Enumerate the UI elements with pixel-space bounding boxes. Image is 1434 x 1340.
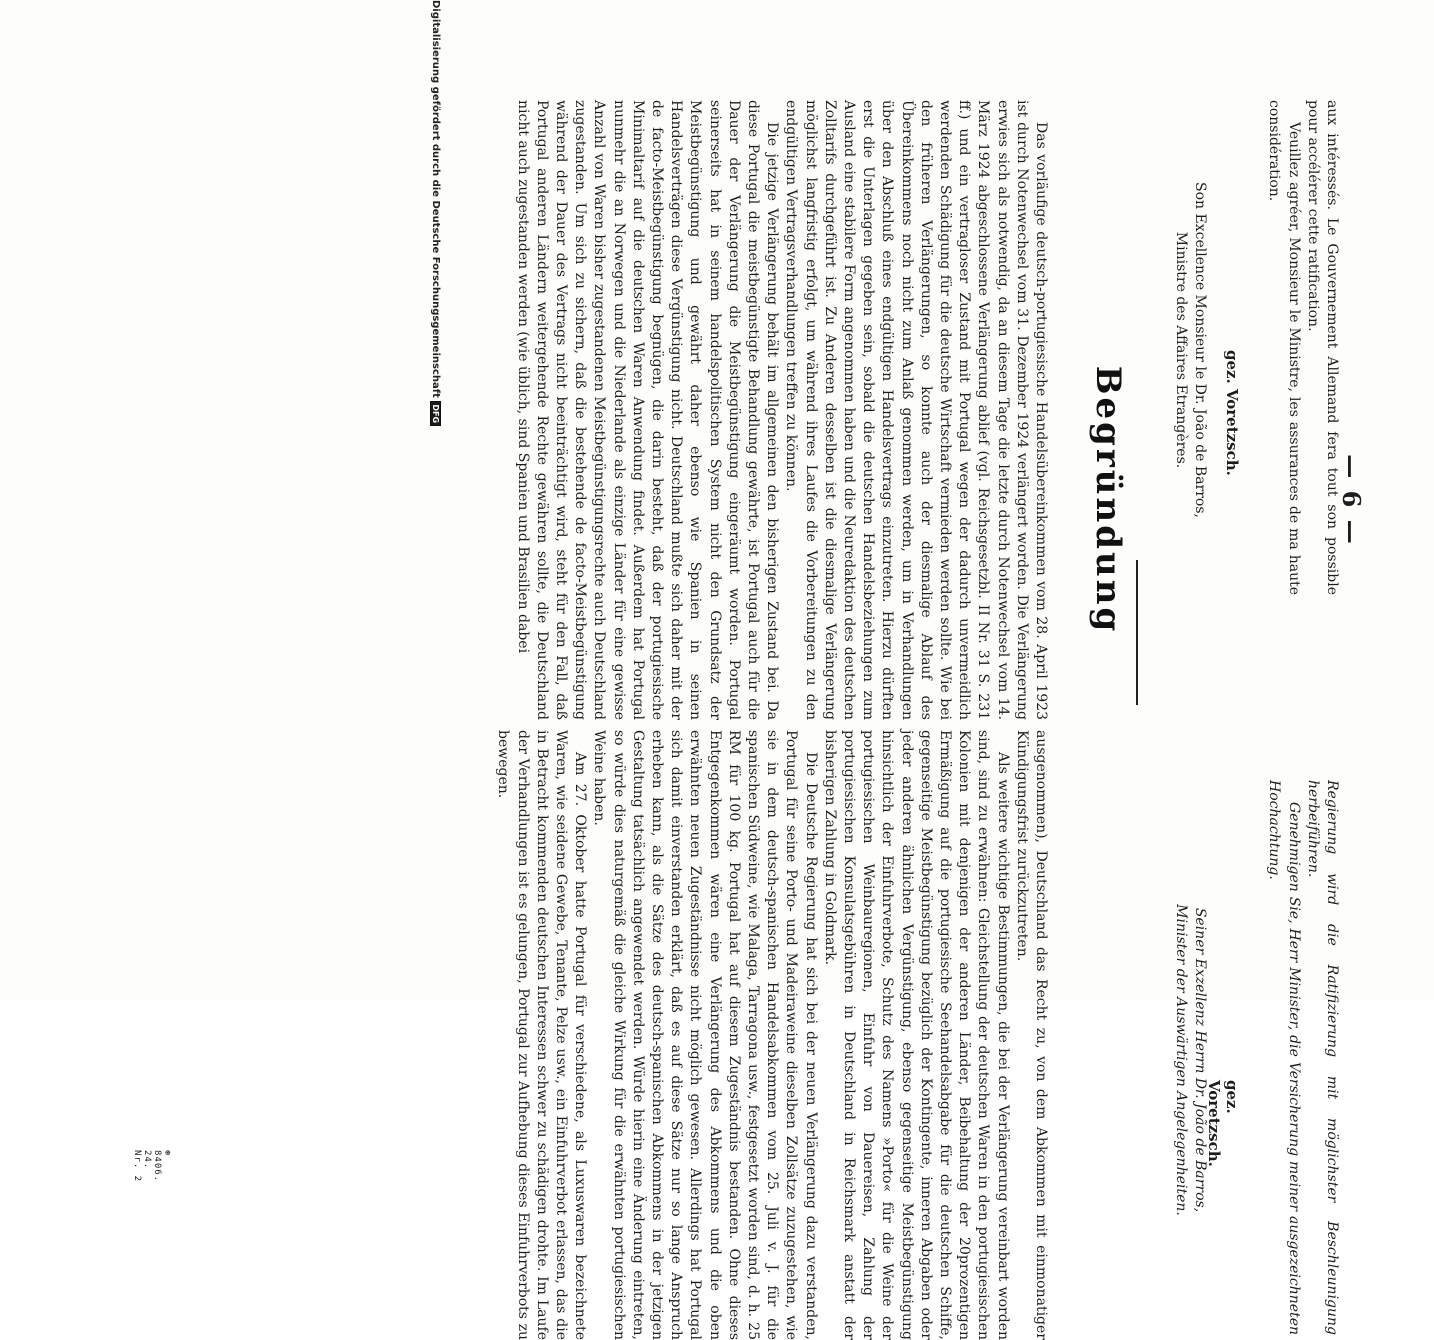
addressee-line: Minister der Auswärtigen Angelegenheiten.: [1173, 904, 1189, 1216]
print-mark-text: 8406. 24. Nr. 2: [132, 1150, 162, 1183]
letter-german-text: [1264, 780, 1341, 1335]
digitization-note: [427, 0, 441, 1000]
addressee-line: Son Excellence Monsieur le Dr. João de Barros,: [1192, 182, 1208, 518]
body-paragraph: Als weitere wichtige Bestimmungen, die bei der Verlängerung vereinbart worden sind, sind zu erwähnen: Gleichstellung der deutschen Waren in den portugiesischen Kolonien mit denjenigen der anderen Länder, Beibehaltung der 20prozentigen Ermäßigung auf die portugiesische Seehandelsabgabe für die deutschen Schiffe, gegenseitige Meistbegünstigung bezüglich der Kontingente, inneren Abgaben oder jeder anderen ähnlichen Vergünstigung, ebenso gegenseitige Meistbegünstigung hinsichtlich der Einfuhrverbote, Schutz des Namens »Porto« für die Weine der portugiesischen Weinbauregionen, Einfuhr von Dauereisen, Zahlung der portugiesischen Konsulatsgebühren in Deutschland in Reichsmark anstatt der bisherigen Zahlung in Goldmark.: [821, 730, 1011, 1340]
letter-french-text: [1264, 100, 1341, 595]
body-paragraph: Die jetzige Verlängerung behält im allgemeinen den bisherigen Zustand bei. Da diese Portugal die meistbegünstigte Behandlung gewährte, ist Portugal auch für die Dauer der Verlängerung die Meistbegünstigung eingeräumt worden. Portugal seinerseits hat in seinem handelspolitischen System nicht den Grundsatz der Meistbegünstigung und gewährt daher ebenso wie Spanien in seinen Handelsverträgen diese Vergünstigung nicht. Deutschland mußte sich daher mit der de facto-Meistbegünstigung begnügen, die darin besteht, daß der portugiesische Minimaltarif auf die deutschen Waren Anwendung findet. Außerdem hat Portugal nunmehr die an Norwegen und die Niederlande als einzige Länder für eine gewisse Anzahl von Waren bisher zugestandenen Meistbegünstigungsrechte auch Deutschland zugestanden. Um sich zu sichern, daß die bestehende de facto-Meistbegünstigung während der Dauer des Vertrags nicht beeinträchtigt wird, steht für den Fall, daß Portugal anderen Ländern weitergehende Rechte gewähren sollte, die Deutschland nicht auch zugestanden werden (wie üblich, sind Spanien und Brasilien dabei: [514, 100, 781, 720]
body-paragraph: ausgenommen), Deutschland das Recht zu, von dem Abkommen mit einmonatiger Kündigungsfrist zurückzutreten.: [1013, 730, 1049, 1340]
addressee-french: [1171, 105, 1209, 595]
print-mark: [132, 1150, 172, 1182]
print-mark-icon: ⊛: [162, 1150, 172, 1157]
body-paragraph: Am 27. Oktober hatte Portugal für verschiedene, als Luxuswaren bezeichnete Waren, wie seidene Gewebe, Tenante, Pelze usw., ein Einfuhrverbot erlassen, das die in Betracht kommenden deutschen Interessen schwer zu schädigen drohte. Im Laufe der Verhandlungen ist es gelungen, Portugal zur Aufhebung dieses Einfuhrverbots zu bewegen.: [495, 730, 589, 1340]
section-divider: [1136, 560, 1138, 705]
page-number: — 6 —: [1337, 454, 1366, 546]
signature-french: gez. Voretzsch.: [1223, 350, 1241, 476]
dfg-logo: DFG: [430, 401, 441, 426]
dfg-note-text: Digitalisierung gefördert durch die Deutsche Forschungsgemeinschaft: [430, 0, 441, 398]
section-heading: Begründung: [1088, 365, 1128, 635]
letter-german-paragraph: Regierung wird die Ratifizierung mit möglichster Beschleunigung herbeiführen.: [1304, 780, 1340, 1335]
letter-french-paragraph: Veuillez agréer, Monsieur le Ministre, les assurances de ma haute considération.: [1266, 100, 1302, 595]
signature-german: gez. Voretzsch.: [1205, 1080, 1241, 1167]
body-paragraph: Die Deutsche Regierung hat sich bei der neuen Verlängerung dazu verstanden, Portugal für seine Porto- und Madeiraweine dieselben Zollsätze zuzugestehen, wie sie in dem deutsch-spanischen Handelsabkommen vom 25. Juli v. J. für die spanischen Südweine, wie Malaga, Tarragona usw., festgesetzt worden sind, d. h. 25 RM für 100 kg. Portugal hat auf diesem Zugeständnis bestanden. Ohne dieses Entgegenkommen wären eine Verlängerung des Abkommens und die oben erwähnten neuen Zugeständnisse nicht möglich gewesen. Allerdings hat Portugal sich damit einverstanden erklärt, daß es auf diese Sätze nur so lange Anspruch erheben kann, als die Sätze des deutsch-spanischen Abkommens in der jetzigen Gestaltung tatsächlich angewendet werden. Würde hierin eine Änderung eintreten, so würde dies naturgemäß die gleiche Wirkung für die erwähnten portugiesischen Weine haben.: [591, 730, 819, 1340]
letter-french-paragraph: aux intéressés. Le Gouvernement Allemand fera tout son possible pour accélérer cette ratification.: [1304, 100, 1340, 595]
addressee-german: [1171, 785, 1209, 1335]
addressee-line: Ministre des Affaires Etrangères.: [1173, 231, 1189, 469]
body-right-column: [493, 730, 1050, 1340]
letter-german-paragraph: Genehmigen Sie, Herr Minister, die Versicherung meiner ausgezeichneten Hochachtung.: [1266, 780, 1302, 1335]
body-left-column: [512, 100, 1050, 720]
addressee-line: Seiner Exzellenz Herrn Dr. João de Barros,: [1192, 907, 1208, 1213]
body-paragraph: Das vorläufige deutsch-portugiesische Handelsübereinkommen vom 28. April 1923 ist durch Notenwechsel vom 31. Dezember 1924 verlängert worden. Die Verlängerung erwies sich als notwendig, da an diesem Tage die letzte durch Notenwechsel vom 14. März 1924 abgeschlossene Verlängerung ablief (vgl. Reichsgesetzbl. II Nr. 31 S. 231 ff.) und ein vertragloser Zustand mit Portugal wegen der dadurch unvermeidlich werdenden Schädigung für die deutsche Wirtschaft vermieden werden sollte. Wie bei den früheren Verlängerungen, so konnte auch der diesmalige Ablauf des Übereinkommens noch nicht zum Anlaß genommen werden, um in Verhandlungen über den Abschluß eines endgültigen Handelsvertrags einzutreten. Hierzu dürften erst die Unterlagen gegeben sein, sobald die deutschen Handelsbeziehungen zum Ausland eine stabilere Form angenommen haben und die Neuredaktion des deutschen Zolltarifs durchgeführt ist. Zu Anderen desselben ist die diesmalige Verlängerung möglichst langfristig erfolgt, um während ihres Laufes die Vorbereitungen zu den endgültigen Vertragsverhandlungen treffen zu können.: [783, 100, 1049, 720]
